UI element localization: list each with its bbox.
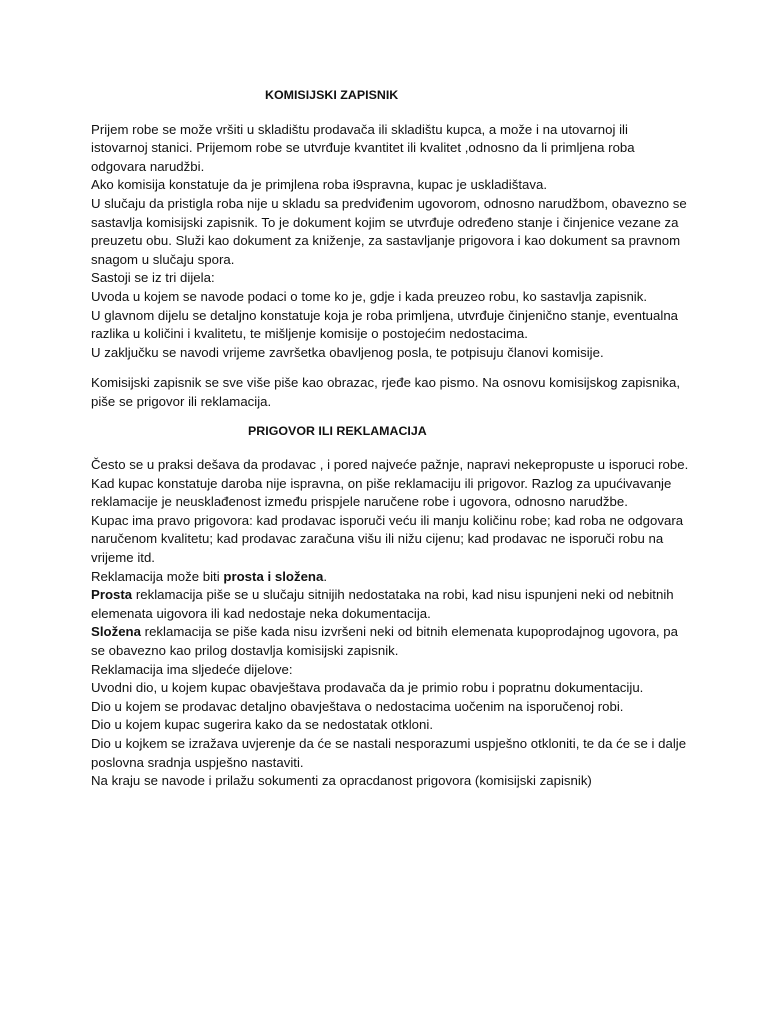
text-line: snagom u slučaju spora. xyxy=(91,251,235,267)
text-line: Kupac ima pravo prigovora: kad prodavac isporuči veću ili manju količinu robe; kad roba ne odgovara xyxy=(91,512,684,528)
text-line: elemenata uigovora ili kad nedostaje neka dokumentacija. xyxy=(91,605,431,621)
paragraph-obrazac xyxy=(91,374,691,411)
text-line: poslovna sradnja uspješno nastaviti. xyxy=(91,754,304,770)
text-line: vrijeme itd. xyxy=(91,550,155,566)
text-line: Komisijski zapisnik se sve više piše kao obrazac, rjeđe kao pismo. Na osnovu komisijskog zapisnika, xyxy=(91,375,681,391)
text-line: Dio u kojkem se izražava uvjerenje da će se nastali nesporazumi uspješno otkloniti, te da će se i dalje xyxy=(91,736,687,751)
text-line: Uvoda u kojem se navode podaci o tome ko je, gdje i kada preuzeo robu, ko sastavlja zapisnik. xyxy=(91,288,648,304)
text-line: Prijem robe se može vršiti u skladištu prodavača ili skladištu kupca, a može i na utovarnoj ili xyxy=(91,121,628,137)
text-line: piše se prigovor ili reklamacija. xyxy=(91,393,272,409)
text-line: Ako komisija konstatuje da je primjlena roba i9spravna, kupac je uskladištava. xyxy=(91,177,548,193)
text-line: Na kraju se navode i prilažu sokumenti za opracdanost prigovora (komisijski zapisnik) xyxy=(91,773,592,789)
slozena-line xyxy=(91,623,691,642)
bold-term-slozena: Složena xyxy=(91,624,141,640)
reklamacija-types-line xyxy=(91,568,691,587)
text-line: Dio u kojem se prodavac detaljno obavještava o nedostacima uočenim na isporučenoj robi. xyxy=(91,698,624,714)
document-title: KOMISIJSKI ZAPISNIK xyxy=(265,88,399,102)
text-line: U glavnom dijelu se detaljno konstatuje koja je roba primljena, utvrđuje činjenično stanje, eventualna xyxy=(91,307,679,323)
text-line: Sastoji se iz tri dijela: xyxy=(91,270,215,286)
text-line: reklamacije je neusklađenost između prispjele naručene robe i ugovora, odnosno narudžbe. xyxy=(91,494,628,510)
text-span: reklamacija se piše kada nisu izvršeni neki od bitnih elemenata kupoprodajnog ugovora, pa xyxy=(140,624,678,640)
text-line: odgovara narudžbi. xyxy=(91,158,205,174)
bold-term: prosta i složena xyxy=(223,568,324,584)
text-line: sastavlja komisijski zapisnik. To je dokument kojim se utvrđuje određeno stanje i činjenice vezane za xyxy=(91,214,679,230)
section-subtitle: PRIGOVOR ILI REKLAMACIJA xyxy=(248,423,427,438)
document-body xyxy=(91,86,691,791)
text-line: se obavezno kao prilog dostavlja komisijski zapisnik. xyxy=(91,643,399,659)
text-line: Dio u kojem kupac sugerira kako da se nedostatak otkloni. xyxy=(91,717,434,733)
prosta-line xyxy=(91,586,691,605)
text-line: Kad kupac konstatuje daroba nije ispravna, on piše reklamaciju ili prigovor. Razlog za upućivavanje xyxy=(91,475,672,491)
text-line: naručenom kvalitetu; kad prodavac zaračuna višu ili nižu cijenu; kad prodavac ne isporuči robu na xyxy=(91,531,664,547)
paragraph-prijem-robe xyxy=(91,121,691,363)
text-line: Često se u praksi dešava da prodavac , i pored najveće pažnje, napravi nekepropuste u isporuci robe. xyxy=(91,457,689,473)
text-line: Reklamacija ima sljedeće dijelove: xyxy=(91,661,293,677)
text-span: reklamacija piše se u slučaju sitnijih nedostataka na robi, kad nisu ispunjeni neki od nebitnih xyxy=(132,587,674,603)
text-span: . xyxy=(323,568,328,584)
text-line: Uvodni dio, u kojem kupac obavještava prodavača da je primio robu i popratnu dokumentaciju. xyxy=(91,680,644,696)
text-line: razlika u količini i kvalitetu, te mišljenje komisije o postojećim nedostacima. xyxy=(91,326,528,342)
text-span: Reklamacija može biti xyxy=(91,568,224,584)
paragraph-reklamacija xyxy=(91,456,691,791)
text-line: U zaključku se navodi vrijeme završetka obavljenog posla, te potpisuju članovi komisije. xyxy=(91,344,604,360)
text-line: istovarnoj stanici. Prijemom robe se utvrđuje kvantitet ili kvalitet ,odnosno da li primljena roba xyxy=(91,140,635,156)
bold-term-prosta: Prosta xyxy=(91,587,133,603)
text-line: preuzetu obu. Služi kao dokument za kniženje, za sastavljanje prigovora i kao dokument sa pravnom xyxy=(91,233,681,249)
text-line: U slučaju da pristigla roba nije u skladu sa predviđenim ugovorom, odnosno narudžbom, obavezno se xyxy=(91,195,687,211)
